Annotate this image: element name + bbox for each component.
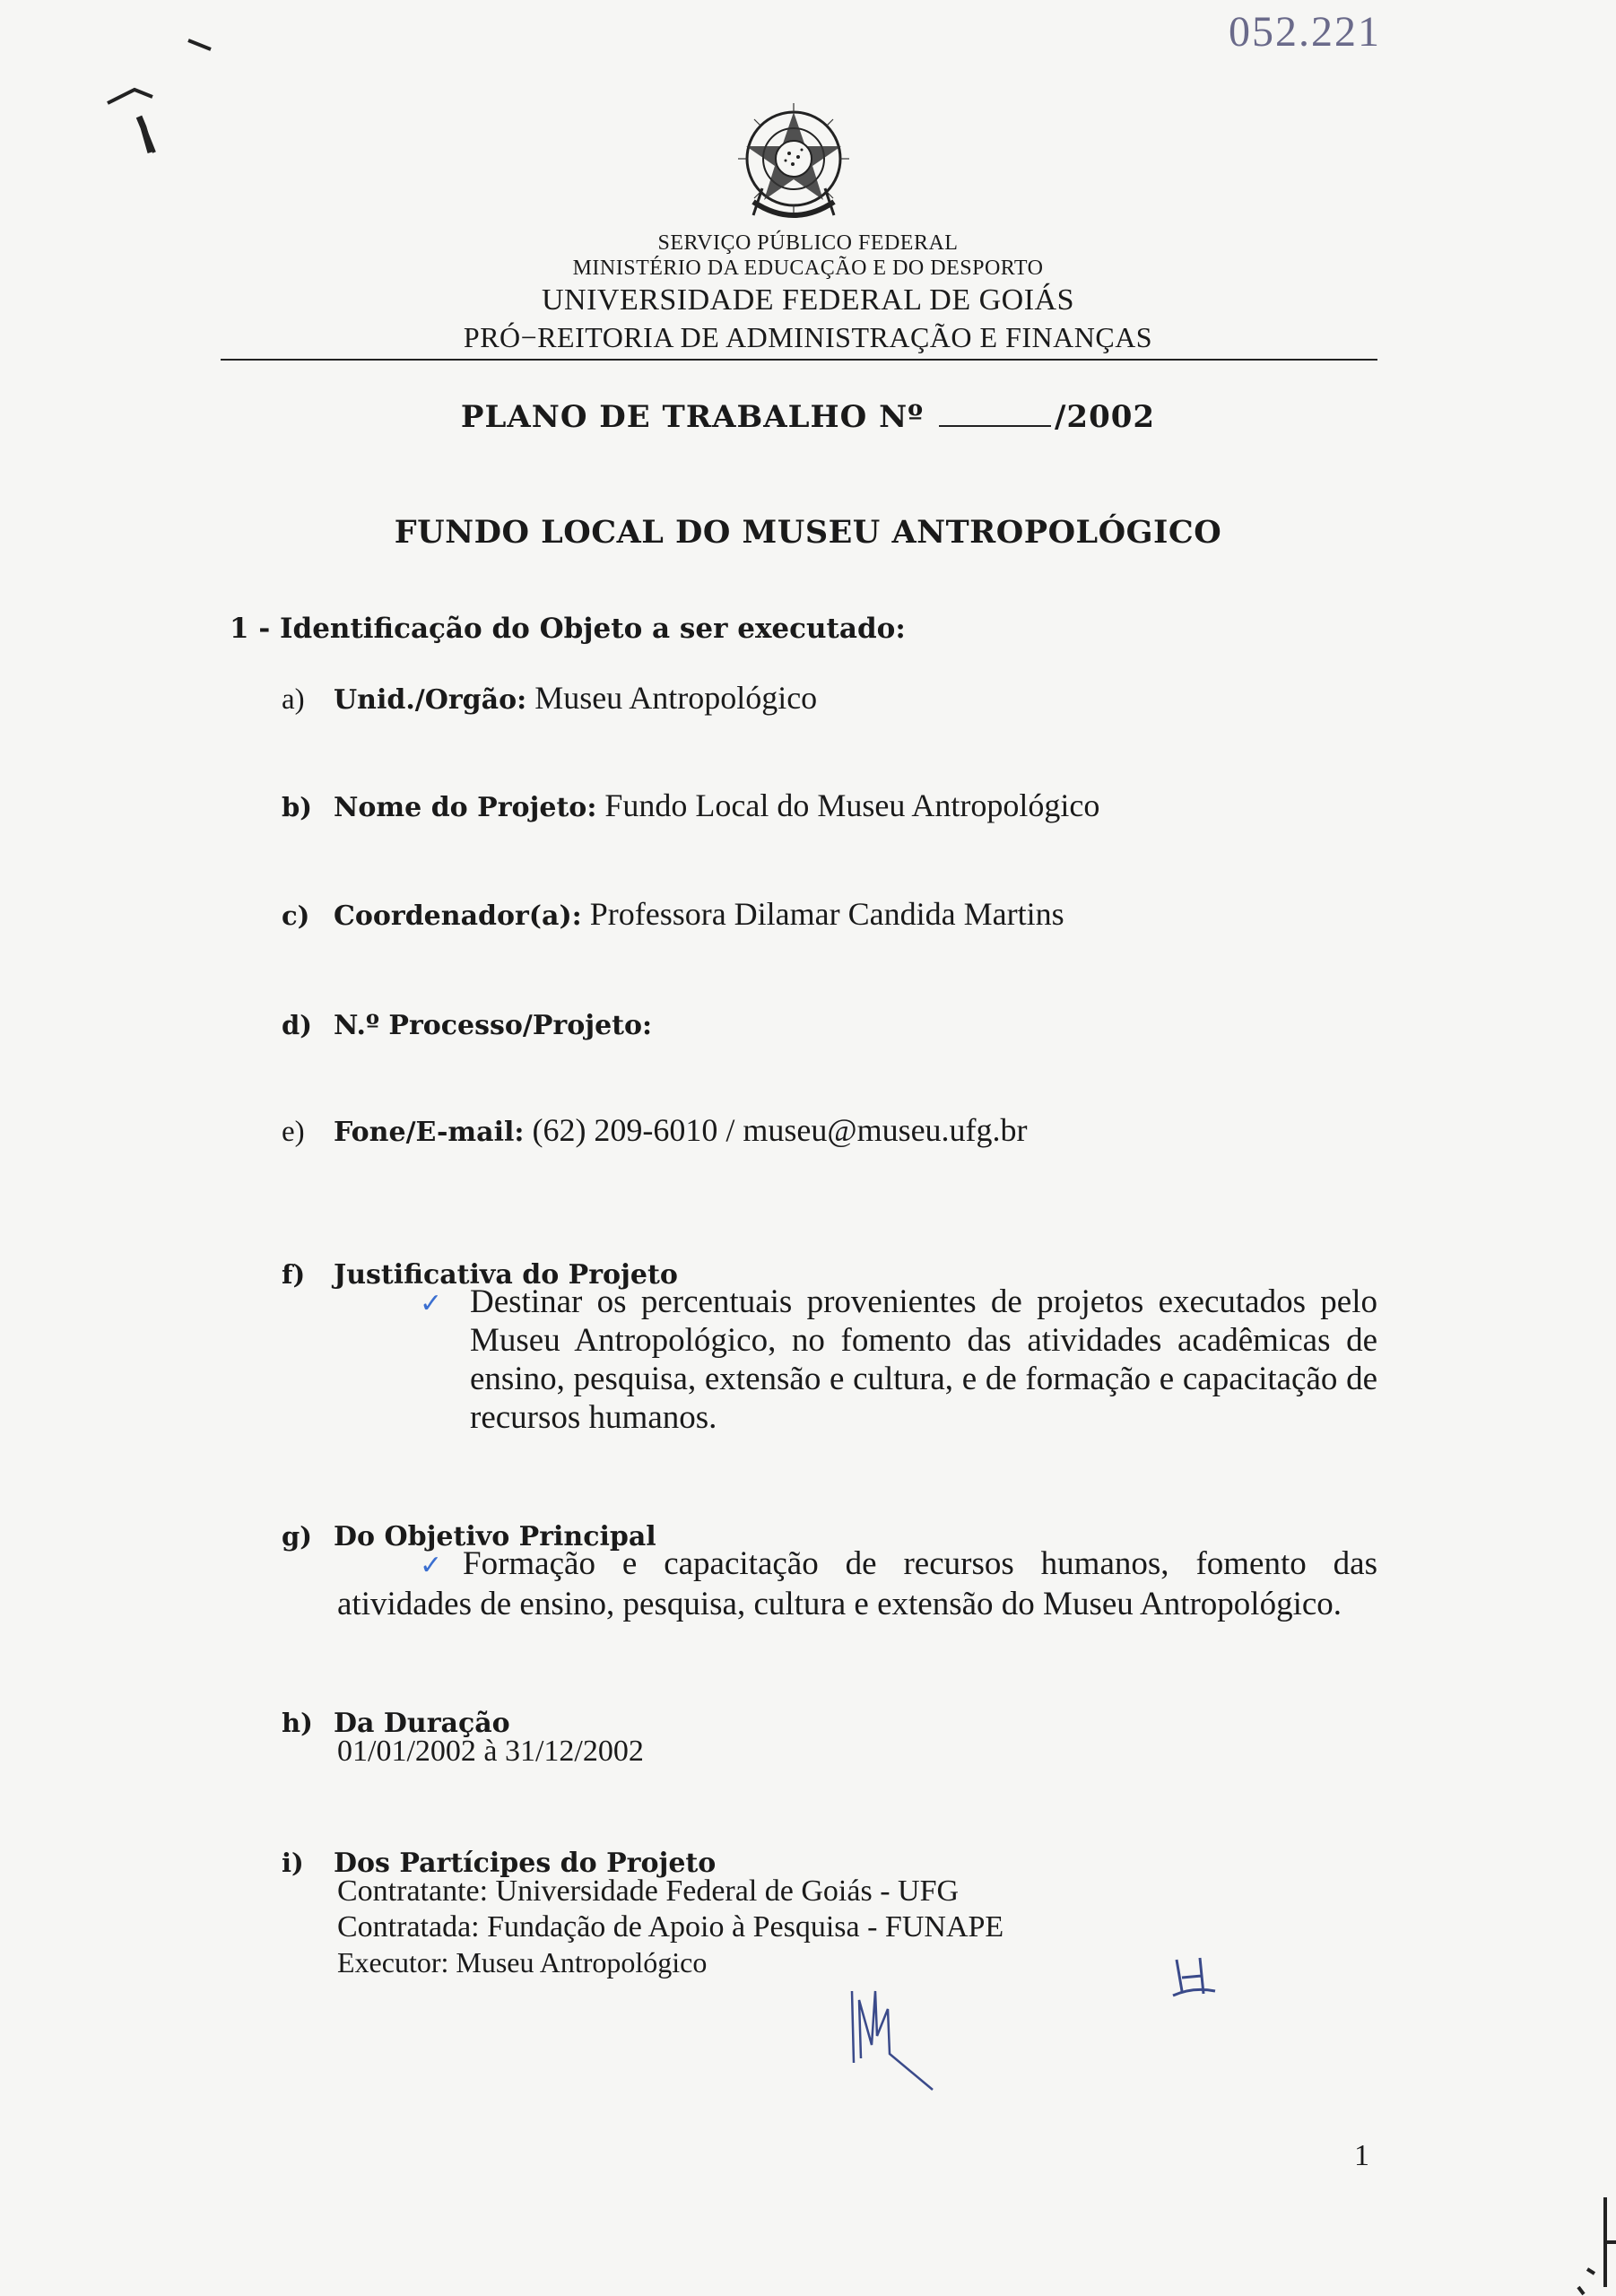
participant-contracted: Contratada: Fundação de Apoio à Pesquisa - FUNAPE: [337, 1910, 1004, 1944]
duration-text: 01/01/2002 à 31/12/2002: [337, 1735, 644, 1768]
item-a-label: Unid./Orgão:: [334, 684, 527, 716]
item-b-letter: b): [282, 792, 312, 822]
page-number: 1: [1354, 2139, 1369, 2172]
item-e-value: (62) 209-6010 / museu@museu.ufg.br: [532, 1112, 1028, 1148]
plan-title: [0, 399, 1616, 435]
item-b-label: Nome do Projeto:: [334, 792, 597, 823]
item-g-label: Do Objetivo Principal: [334, 1521, 656, 1552]
item-b: [282, 787, 1099, 824]
objective-text: Formação e capacitação de recursos humanos, fomento das atividades de ensino, pesquisa, cultura e extensão do Museu Antropológico.: [337, 1545, 1377, 1622]
participant-executor: Executor: Museu Antropológico: [337, 1946, 708, 1979]
item-e: [282, 1111, 1028, 1149]
signature-mark: [834, 1973, 960, 2099]
item-c-letter: c): [282, 900, 310, 931]
item-d: [282, 1004, 652, 1042]
item-f-label: Justificativa do Projeto: [334, 1259, 678, 1291]
brazil-coat-of-arms-icon: [726, 94, 861, 229]
item-f-letter: f): [282, 1259, 306, 1290]
item-e-letter: e): [282, 1116, 305, 1148]
section-1-heading: 1 - Identificação do Objeto a ser executado:: [230, 613, 906, 645]
handwritten-doc-number: 052.221: [1229, 8, 1381, 56]
item-d-label: N.º Processo/Projeto:: [334, 1010, 653, 1041]
item-g-letter: g): [282, 1521, 312, 1552]
header-divider: [221, 359, 1377, 361]
initials-mark: [1166, 1951, 1229, 2005]
item-h-label: Da Duração: [334, 1708, 510, 1739]
item-a-letter: a): [282, 683, 305, 716]
item-d-letter: d): [282, 1010, 312, 1040]
item-a: [282, 679, 817, 717]
plan-title-year: /2002: [1055, 399, 1156, 435]
item-c-value: Professora Dilamar Candida Martins: [589, 896, 1064, 932]
header-ministry: MINISTÉRIO DA EDUCAÇÃO E DO DESPORTO: [572, 257, 1044, 280]
item-b-value: Fundo Local do Museu Antropológico: [604, 787, 1100, 823]
item-i-label: Dos Partícipes do Projeto: [334, 1848, 717, 1879]
justification-text: Destinar os percentuais provenientes de projetos executados pelo Museu Antropológico, no fomento das atividades acadêmicas de ensino, pesquisa, extensão e cultura, e de formação e capacitação de recursos humanos.: [470, 1283, 1377, 1436]
scan-mark-top-left: [54, 27, 224, 161]
item-c-label: Coordenador(a):: [334, 900, 582, 932]
item-e-label: Fone/E-mail:: [334, 1117, 525, 1148]
fund-title: FUNDO LOCAL DO MUSEU ANTROPOLÓGICO: [394, 514, 1222, 551]
check-icon: ✓: [420, 1551, 443, 1580]
plan-title-prefix: PLANO DE TRABALHO Nº: [460, 399, 925, 435]
participant-contractor: Contratante: Universidade Federal de Goiás - UFG: [337, 1874, 960, 1908]
scan-mark-bottom-right: [1569, 2188, 1616, 2296]
header-service: SERVIÇO PÚBLICO FEDERAL: [657, 231, 959, 255]
header-university: UNIVERSIDADE FEDERAL DE GOIÁS: [541, 283, 1075, 317]
item-i-letter: i): [282, 1848, 304, 1878]
check-icon: ✓: [420, 1288, 443, 1319]
objective-block: [337, 1544, 1377, 1623]
item-c: [282, 895, 1064, 933]
plan-number-blank: [939, 404, 1051, 427]
item-h-letter: h): [282, 1708, 313, 1738]
header-pro-rectorate: PRÓ−REITORIA DE ADMINISTRAÇÃO E FINANÇAS: [463, 321, 1153, 353]
item-a-value: Museu Antropológico: [534, 680, 818, 716]
